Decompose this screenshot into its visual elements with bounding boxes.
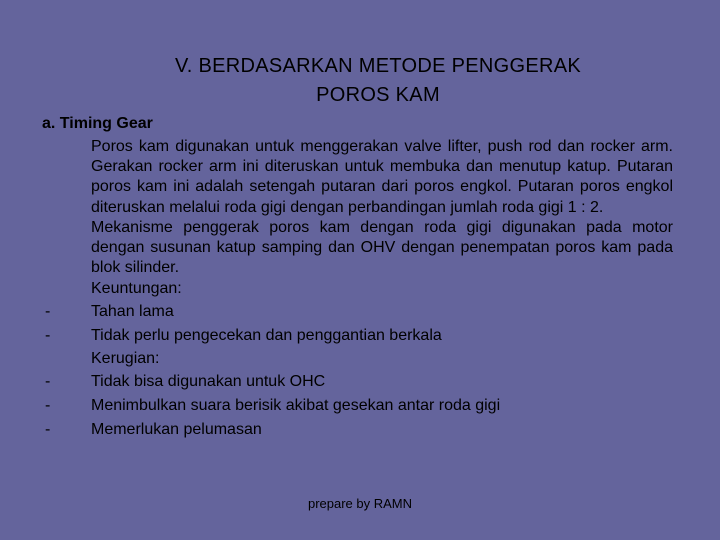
bullet-dash: - xyxy=(45,373,51,391)
bullet-dash: - xyxy=(45,421,51,439)
paragraph-mechanism: Mekanisme penggerak poros kam dengan roda gigi digunakan pada motor dengan susunan katup samping dan OHV dengan penempatan poros kam pada blok silinder. xyxy=(91,218,673,277)
disadvantage-text: Tidak bisa digunakan untuk OHC xyxy=(91,373,326,391)
disadvantage-text: Memerlukan pelumasan xyxy=(91,421,262,439)
paragraph-description: Poros kam digunakan untuk menggerakan valve lifter, push rod dan rocker arm. Gerakan rocker arm ini diteruskan untuk membuka dan menutup katup. Putaran poros kam ini adalah setengah putaran dari poros engkol. Putaran poros engkol diteruskan melalui roda gigi dengan perbandingan jumlah roda gigi 1 : 2. xyxy=(91,138,673,216)
disadvantage-text: Menimbulkan suara berisik akibat gesekan antar roda gigi xyxy=(91,397,501,415)
advantages-label: Keuntungan: xyxy=(91,280,182,298)
disadvantage-item xyxy=(45,394,673,418)
bullet-dash: - xyxy=(45,327,51,345)
advantage-item xyxy=(45,324,673,348)
advantage-text: Tahan lama xyxy=(91,303,174,321)
footer-credit: prepare by RAMN xyxy=(307,496,413,511)
slide-title xyxy=(118,52,638,110)
disadvantages-label: Kerugian: xyxy=(91,350,160,368)
bullet-dash: - xyxy=(45,397,51,415)
advantage-item xyxy=(45,300,673,324)
disadvantage-item xyxy=(45,370,673,394)
slide-title-line-2: POROS KAM xyxy=(316,84,440,106)
section-heading: a. Timing Gear xyxy=(42,115,153,132)
disadvantage-item xyxy=(45,418,673,442)
slide-title-line-1: V. BERDASARKAN METODE PENGGERAK xyxy=(174,55,582,77)
bullet-dash: - xyxy=(45,303,51,321)
advantage-text: Tidak perlu pengecekan dan penggantian berkala xyxy=(91,327,442,345)
section-content xyxy=(45,137,673,442)
